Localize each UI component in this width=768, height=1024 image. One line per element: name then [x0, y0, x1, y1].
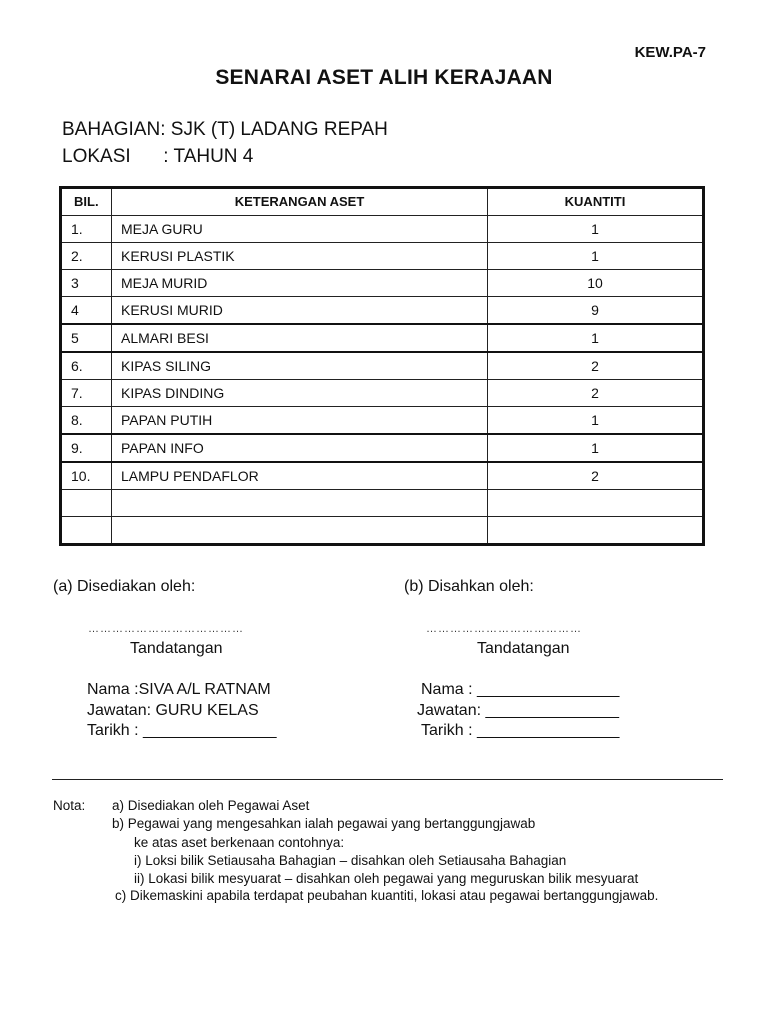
qty-cell: 2 [488, 352, 704, 380]
asset-table [59, 186, 705, 546]
desc-cell [112, 490, 488, 517]
desc-cell: MEJA MURID [112, 270, 488, 297]
table-row [61, 243, 704, 270]
page-title: SENARAI ASET ALIH KERAJAAN [215, 66, 553, 89]
col-bil-header: BIL. [61, 188, 112, 216]
divider [52, 779, 723, 780]
desc-cell: MEJA GURU [112, 216, 488, 243]
prepared-nama: Nama :SIVA A/L RATNAM [87, 681, 271, 698]
table-row [61, 462, 704, 490]
bahagian-label: BAHAGIAN: [62, 119, 166, 140]
approved-signature-line: ………………………………… [426, 623, 582, 635]
bil-cell [61, 490, 112, 517]
table-header-row [61, 188, 704, 216]
table-row [61, 434, 704, 462]
qty-cell: 2 [488, 380, 704, 407]
prepared-signature-label: Tandatangan [130, 640, 223, 657]
qty-cell: 1 [488, 243, 704, 270]
desc-cell: ALMARI BESI [112, 324, 488, 352]
qty-cell: 1 [488, 324, 704, 352]
prepared-jawatan: Jawatan: GURU KELAS [87, 702, 259, 719]
desc-cell: PAPAN INFO [112, 434, 488, 462]
approved-by-heading: (b) Disahkan oleh: [404, 578, 534, 595]
approved-nama: Nama : ________________ [421, 681, 620, 698]
table-row [61, 324, 704, 352]
bil-cell: 6. [61, 352, 112, 380]
table-row [61, 270, 704, 297]
qty-cell: 2 [488, 462, 704, 490]
desc-cell: LAMPU PENDAFLOR [112, 462, 488, 490]
approved-signature-label: Tandatangan [477, 640, 570, 657]
desc-cell: PAPAN PUTIH [112, 407, 488, 435]
qty-cell: 9 [488, 297, 704, 325]
lokasi-line [62, 146, 253, 168]
qty-cell: 1 [488, 216, 704, 243]
bil-cell: 8. [61, 407, 112, 435]
note-a: a) Disediakan oleh Pegawai Aset [112, 798, 310, 813]
note-b-i: i) Loksi bilik Setiausaha Bahagian – disahkan oleh Setiausaha Bahagian [134, 853, 567, 868]
note-b-ii: ii) Lokasi bilik mesyuarat – disahkan oleh pegawai yang meguruskan bilik mesyuarat [134, 871, 639, 886]
bil-cell: 5 [61, 324, 112, 352]
approved-tarikh: Tarikh : ________________ [421, 722, 620, 739]
approved-jawatan: Jawatan: _______________ [417, 702, 619, 719]
prepared-tarikh: Tarikh : _______________ [87, 722, 277, 739]
table-row [61, 407, 704, 435]
bahagian-value: SJK (T) LADANG REPAH [170, 119, 388, 140]
qty-cell [488, 490, 704, 517]
note-b: b) Pegawai yang mengesahkan ialah pegawai yang bertanggungjawab [112, 816, 536, 831]
qty-cell: 1 [488, 407, 704, 435]
form-code: KEW.PA-7 [634, 44, 706, 61]
prepared-by-heading: (a) Disediakan oleh: [53, 578, 196, 595]
table-row [61, 297, 704, 325]
desc-cell: KERUSI PLASTIK [112, 243, 488, 270]
bil-cell: 10. [61, 462, 112, 490]
bahagian-line [62, 119, 388, 141]
table-row [61, 490, 704, 517]
qty-cell: 10 [488, 270, 704, 297]
desc-cell: KIPAS SILING [112, 352, 488, 380]
desc-cell: KERUSI MURID [112, 297, 488, 325]
table-row [61, 352, 704, 380]
col-qty-header: KUANTITI [488, 188, 704, 216]
qty-cell: 1 [488, 434, 704, 462]
lokasi-label: LOKASI [62, 146, 131, 167]
bil-cell [61, 517, 112, 545]
bil-cell: 2. [61, 243, 112, 270]
bil-cell: 1. [61, 216, 112, 243]
note-c: c) Dikemaskini apabila terdapat peubahan kuantiti, lokasi atau pegawai bertanggungjawab. [115, 888, 659, 903]
bil-cell: 9. [61, 434, 112, 462]
bil-cell: 4 [61, 297, 112, 325]
qty-cell [488, 517, 704, 545]
prepared-signature-line: ………………………………… [88, 623, 244, 635]
desc-cell [112, 517, 488, 545]
table-row [61, 216, 704, 243]
table-row [61, 517, 704, 545]
bil-cell: 3 [61, 270, 112, 297]
bil-cell: 7. [61, 380, 112, 407]
notes-label: Nota: [53, 798, 86, 813]
note-b-cont: ke atas aset berkenaan contohnya: [134, 835, 345, 850]
table-row [61, 380, 704, 407]
desc-cell: KIPAS DINDING [112, 380, 488, 407]
lokasi-value: : TAHUN 4 [163, 146, 254, 167]
col-desc-header: KETERANGAN ASET [112, 188, 488, 216]
